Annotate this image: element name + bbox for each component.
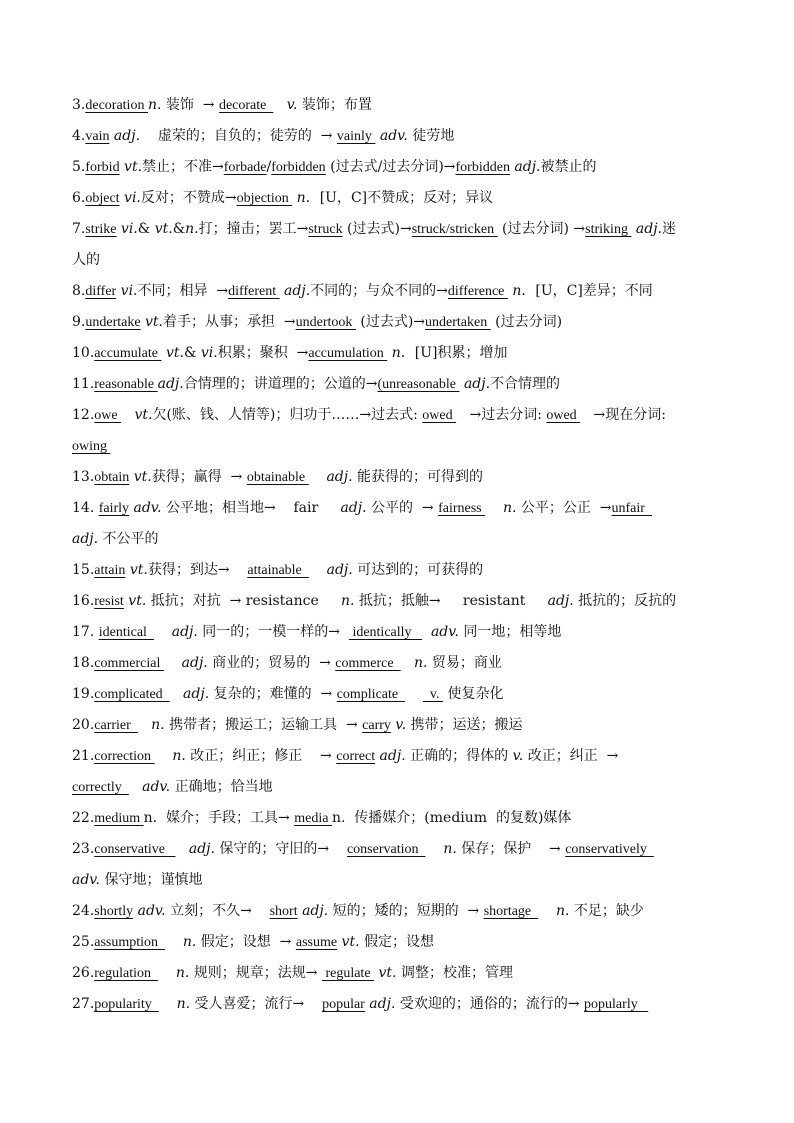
line-text: 被禁止的	[540, 159, 597, 175]
line-text: 12.	[72, 407, 95, 423]
vocab-line	[72, 497, 724, 528]
line-text: 改正；纠正 →	[523, 748, 619, 764]
answer-word: forbidden	[455, 160, 510, 175]
line-text: 不合情理的	[490, 376, 561, 392]
line-text: n. 传播媒介；(medium 的复数)媒体	[331, 810, 572, 826]
vocabulary-document	[72, 94, 724, 1024]
part-of-speech: n.	[555, 903, 570, 919]
line-text	[422, 624, 431, 640]
vocab-line	[72, 156, 724, 187]
vocab-line	[72, 249, 724, 280]
answer-word: assumption	[94, 935, 166, 950]
line-text: 打；撞击；罢工→	[198, 221, 309, 237]
part-of-speech: vt.	[165, 345, 184, 361]
part-of-speech: adv.	[430, 624, 459, 640]
line-text: 8.	[72, 283, 86, 299]
line-text: n. 媒介；手段；工具→	[143, 810, 295, 826]
line-text	[485, 500, 503, 516]
line-text: 正确的；得体的	[405, 748, 513, 764]
vocab-line	[72, 683, 724, 714]
answer-word: accumulate	[94, 346, 162, 361]
line-text: 3.	[72, 97, 86, 113]
line-text: 不足；缺少	[569, 903, 644, 919]
line-text: 抵抗；抵触→ resistant	[354, 593, 548, 609]
part-of-speech: adj.	[188, 841, 215, 857]
answer-word: undertaken	[425, 315, 491, 330]
answer-word: medium	[94, 811, 144, 826]
answer-word: forbid	[85, 160, 120, 175]
part-of-speech: adj.	[171, 624, 198, 640]
line-text: 复杂的；难懂的 →	[209, 686, 337, 702]
vocab-line	[72, 745, 724, 776]
line-text	[170, 686, 183, 702]
line-text: 商业的；贸易的 →	[207, 655, 336, 671]
part-of-speech: v.	[512, 748, 524, 764]
answer-word: vainly	[336, 129, 376, 144]
line-text: 25.	[72, 934, 95, 950]
line-text: 抵抗的；反抗的	[573, 593, 677, 609]
answer-word: correction	[94, 749, 155, 764]
line-text: 正确地；恰当地	[170, 779, 273, 795]
line-text: 保守地；谨慎地	[100, 872, 203, 888]
line-text: 不同；相异 →	[137, 283, 229, 299]
line-text: 抵抗；对抗 → resistance	[146, 593, 342, 609]
vocab-line	[72, 218, 724, 249]
line-text: (过去式/过去分词)→	[325, 159, 456, 175]
vocab-line	[72, 466, 724, 497]
part-of-speech: n	[296, 190, 306, 206]
answer-word: popularity	[94, 997, 159, 1012]
answer-word: decoration	[85, 98, 148, 113]
vocab-line	[72, 714, 724, 745]
line-text: 使复杂化	[443, 686, 504, 702]
answer-word: attainable	[247, 563, 309, 578]
line-text	[129, 779, 142, 795]
part-of-speech: n.	[443, 841, 457, 857]
answer-word: obtain	[94, 470, 130, 485]
part-of-speech: adj.	[302, 903, 329, 919]
line-text: 获得；赢得 →	[151, 469, 247, 485]
vocab-line	[72, 435, 724, 466]
part-of-speech: adj.	[379, 748, 406, 764]
line-text: 不公平的	[98, 531, 159, 547]
line-text: 积累；聚积 →	[217, 345, 309, 361]
part-of-speech: adv.	[379, 128, 408, 144]
line-text: 21.	[72, 748, 95, 764]
line-text: 同一地；相等地	[458, 624, 562, 640]
vocab-line	[72, 125, 724, 156]
vocab-line	[72, 559, 724, 590]
part-of-speech: n	[512, 283, 522, 299]
part-of-speech: n.	[341, 593, 355, 609]
vocab-line	[72, 776, 724, 807]
line-text: 19.	[72, 686, 95, 702]
part-of-speech: vt.	[124, 159, 143, 175]
line-text: 立刻；不久→	[165, 903, 270, 919]
line-text: 假定；设想	[359, 934, 434, 950]
line-text: 20.	[72, 717, 95, 733]
line-text: 同一的；一模一样的→	[197, 624, 349, 640]
line-text: /	[266, 159, 272, 175]
part-of-speech: adj.	[284, 283, 311, 299]
line-text: ．[U，C]不赞成；反对；异议	[305, 190, 494, 206]
part-of-speech: vt.	[129, 562, 148, 578]
line-text: 可达到的；可获得的	[352, 562, 484, 578]
answer-word: object	[85, 191, 120, 206]
answer-word: striking	[585, 222, 632, 237]
line-text	[309, 469, 327, 485]
part-of-speech: n.	[172, 748, 186, 764]
line-text: 26.	[72, 965, 95, 981]
part-of-speech: adv.	[72, 872, 101, 888]
part-of-speech: n.	[176, 996, 191, 1012]
answer-word: forbidden	[271, 160, 326, 175]
part-of-speech: vt.	[128, 593, 147, 609]
answer-word: fairness	[438, 501, 486, 516]
part-of-speech: vt.	[341, 934, 360, 950]
part-of-speech: vi.	[124, 190, 141, 206]
line-text: →现在分词:	[580, 407, 666, 423]
answer-word: identically	[348, 625, 423, 640]
vocab-line	[72, 962, 724, 993]
answer-word: commerce	[335, 656, 401, 671]
line-text	[164, 655, 182, 671]
answer-word: differ	[85, 284, 117, 299]
line-text	[154, 624, 172, 640]
line-text: 着手；从事；承担 →	[163, 314, 296, 330]
line-text	[159, 996, 177, 1012]
answer-word: difference	[447, 284, 508, 299]
part-of-speech: n.	[182, 934, 197, 950]
line-text	[121, 407, 134, 423]
answer-word: owed	[546, 408, 581, 423]
line-text	[405, 686, 423, 702]
line-text: 反对；不赞成→	[140, 190, 237, 206]
line-text	[309, 562, 327, 578]
part-of-speech: adv.	[142, 779, 171, 795]
line-text: 欠(账、钱、人情等)；归功于……→过去式:	[152, 407, 423, 423]
line-text	[138, 717, 151, 733]
answer-word: vain	[85, 129, 110, 144]
line-text: 迷	[662, 221, 677, 237]
answer-word: accumulation	[308, 346, 388, 361]
line-text	[401, 655, 414, 671]
answer-word: commercial	[94, 656, 164, 671]
part-of-speech: adj.	[72, 531, 99, 547]
answer-word: decorate	[218, 98, 274, 113]
line-text: &	[183, 345, 201, 361]
part-of-speech: vt.	[133, 469, 152, 485]
answer-word: assume	[295, 935, 338, 950]
line-text: 公平地；相当地→ fair	[161, 500, 341, 516]
part-of-speech: vt.	[134, 407, 153, 423]
line-text: 公平；公正 →	[516, 500, 612, 516]
line-text: 6.	[72, 190, 86, 206]
line-text: 受欢迎的；通俗的；流行的→	[395, 996, 585, 1012]
answer-word: obtainable	[246, 470, 309, 485]
vocab-line	[72, 838, 724, 869]
part-of-speech: adj.	[113, 128, 141, 144]
part-of-speech: adj.	[183, 686, 210, 702]
vocab-line	[72, 652, 724, 683]
line-text: 10.	[72, 345, 95, 361]
answer-word: different	[228, 284, 280, 299]
line-text	[273, 97, 286, 113]
answer-word: identical	[98, 625, 154, 640]
line-text: 改正；纠正；修正 →	[185, 748, 337, 764]
answer-word: (unreasonable	[377, 377, 460, 392]
line-text	[426, 841, 444, 857]
part-of-speech: n	[391, 345, 401, 361]
part-of-speech: adv.	[137, 903, 166, 919]
answer-word: correctly	[72, 780, 129, 795]
answer-word: struck	[308, 222, 343, 237]
answer-word: struck/stricken	[411, 222, 498, 237]
vocab-line	[72, 869, 724, 900]
line-text: 贸易；商业	[427, 655, 502, 671]
answer-word: strike	[85, 222, 117, 237]
answer-word: regulation	[94, 966, 159, 981]
answer-word: attain	[94, 563, 126, 578]
line-text: 保存；保护 →	[456, 841, 566, 857]
answer-word: complicate	[336, 687, 406, 702]
part-of-speech: n.	[175, 965, 190, 981]
line-text: 徒劳地	[407, 128, 455, 144]
part-of-speech: adj.	[369, 996, 396, 1012]
line-text: 携带者；搬运工；运输工具 →	[164, 717, 363, 733]
line-text: 假定；设想 →	[196, 934, 296, 950]
line-text: 装饰 →	[161, 97, 219, 113]
line-text	[176, 841, 189, 857]
part-of-speech: n.	[151, 717, 165, 733]
line-text: 4.	[72, 128, 86, 144]
part-of-speech: adj.	[326, 469, 353, 485]
answer-word: unfair	[611, 501, 652, 516]
part-of-speech: adj.	[326, 562, 353, 578]
vocab-line	[72, 900, 724, 931]
part-of-speech: adj.	[181, 655, 208, 671]
part-of-speech: vi.	[120, 221, 138, 237]
line-text: ．[U]积累；增加	[400, 345, 508, 361]
answer-word: shortage	[483, 904, 539, 919]
line-text	[155, 748, 173, 764]
line-text: 能获得的；可得到的	[352, 469, 483, 485]
line-text: 18.	[72, 655, 95, 671]
answer-word: owing	[72, 439, 111, 454]
answer-word: owed	[422, 408, 457, 423]
line-text: 24.	[72, 903, 95, 919]
line-text: 13.	[72, 469, 95, 485]
part-of-speech: n.	[413, 655, 428, 671]
part-of-speech: adj.	[340, 500, 367, 516]
line-text: 22.	[72, 810, 95, 826]
answer-word: correct	[336, 749, 376, 764]
line-text: 15.	[72, 562, 95, 578]
vocab-line	[72, 528, 724, 559]
line-text	[158, 965, 176, 981]
answer-word: undertake	[85, 315, 141, 330]
answer-word: regulate	[321, 966, 375, 981]
answer-word: media	[294, 811, 332, 826]
part-of-speech: adj.	[157, 376, 184, 392]
answer-word: resist	[94, 594, 124, 609]
answer-word: short	[269, 904, 298, 919]
line-text: 14.	[72, 500, 99, 516]
line-text: 不同的；与众不同的→	[310, 283, 448, 299]
line-text: 虚荣的；自负的；徒劳的 →	[140, 128, 337, 144]
line-text: (过去式)→	[355, 314, 426, 330]
answer-word: conservatively	[565, 842, 654, 857]
part-of-speech: n.	[502, 500, 517, 516]
answer-word: complicated	[94, 687, 170, 702]
line-text: 公平的 →	[366, 500, 439, 516]
part-of-speech: n.	[185, 221, 199, 237]
part-of-speech: vi.	[200, 345, 218, 361]
line-text: 获得；到达→	[147, 562, 248, 578]
answer-word: owe	[94, 408, 122, 423]
line-text: 携带；运送；搬运	[406, 717, 523, 733]
part-of-speech: adv.	[133, 500, 162, 516]
vocab-line	[72, 280, 724, 311]
line-text: →过去分词:	[456, 407, 547, 423]
vocab-line	[72, 404, 724, 435]
answer-word: conservation	[346, 842, 426, 857]
line-text: 保守的；守旧的→	[214, 841, 347, 857]
part-of-speech: v.	[395, 717, 407, 733]
answer-word: reasonable	[94, 377, 158, 392]
part-of-speech: vt.	[154, 221, 173, 237]
answer-word: popular	[322, 997, 365, 1012]
line-text: (过去分词)	[490, 314, 563, 330]
line-text	[538, 903, 556, 919]
line-text: 11.	[72, 376, 95, 392]
answer-word: objection	[236, 191, 293, 206]
answer-word: carry	[362, 718, 391, 733]
line-text: 装饰；布置	[297, 97, 372, 113]
part-of-speech: adj.	[635, 221, 663, 237]
vocab-line	[72, 590, 724, 621]
part-of-speech: vt.	[145, 314, 164, 330]
answer-word: undertook	[295, 315, 356, 330]
answer-word: carrier	[94, 718, 138, 733]
vocab-line	[72, 807, 724, 838]
line-text: 人的	[72, 252, 100, 268]
line-text	[165, 934, 183, 950]
part-of-speech: adj.	[514, 159, 541, 175]
vocab-line	[72, 931, 724, 962]
line-text: (过去式)→	[342, 221, 412, 237]
part-of-speech: adj.	[547, 593, 574, 609]
answer-word: v.	[422, 687, 444, 702]
line-text: 17.	[72, 624, 99, 640]
answer-word: forbade	[223, 160, 267, 175]
part-of-speech: n.	[147, 97, 162, 113]
vocab-line	[72, 373, 724, 404]
vocab-line	[72, 993, 724, 1024]
vocab-line	[72, 94, 724, 125]
line-text: 短的；矮的；短期的 →	[328, 903, 484, 919]
part-of-speech: v.	[286, 97, 298, 113]
line-text: 7.	[72, 221, 86, 237]
vocab-line	[72, 311, 724, 342]
line-text: 规则；规章；法规→	[189, 965, 322, 981]
answer-word: shortly	[94, 904, 134, 919]
line-text: 合情理的；讲道理的；公道的→	[183, 376, 378, 392]
vocab-line	[72, 342, 724, 373]
answer-word: conservative	[94, 842, 176, 857]
line-text: ．[U，C]差异；不同	[521, 283, 653, 299]
part-of-speech: adj.	[463, 376, 491, 392]
vocab-line	[72, 621, 724, 652]
line-text: 9.	[72, 314, 86, 330]
line-text: &	[172, 221, 186, 237]
part-of-speech: vt.	[378, 965, 397, 981]
line-text: 27.	[72, 996, 95, 1012]
line-text: (过去分词) →	[497, 221, 586, 237]
line-text: 调整；校准；管理	[396, 965, 513, 981]
line-text: 受人喜爱；流行→	[190, 996, 323, 1012]
line-text: &	[137, 221, 155, 237]
answer-word: popularly	[584, 997, 649, 1012]
line-text: 禁止；不准→	[142, 159, 224, 175]
line-text: 16.	[72, 593, 95, 609]
line-text: 5.	[72, 159, 86, 175]
part-of-speech: vi.	[120, 283, 138, 299]
vocab-line	[72, 187, 724, 218]
line-text: 23.	[72, 841, 95, 857]
answer-word: fairly	[98, 501, 130, 516]
